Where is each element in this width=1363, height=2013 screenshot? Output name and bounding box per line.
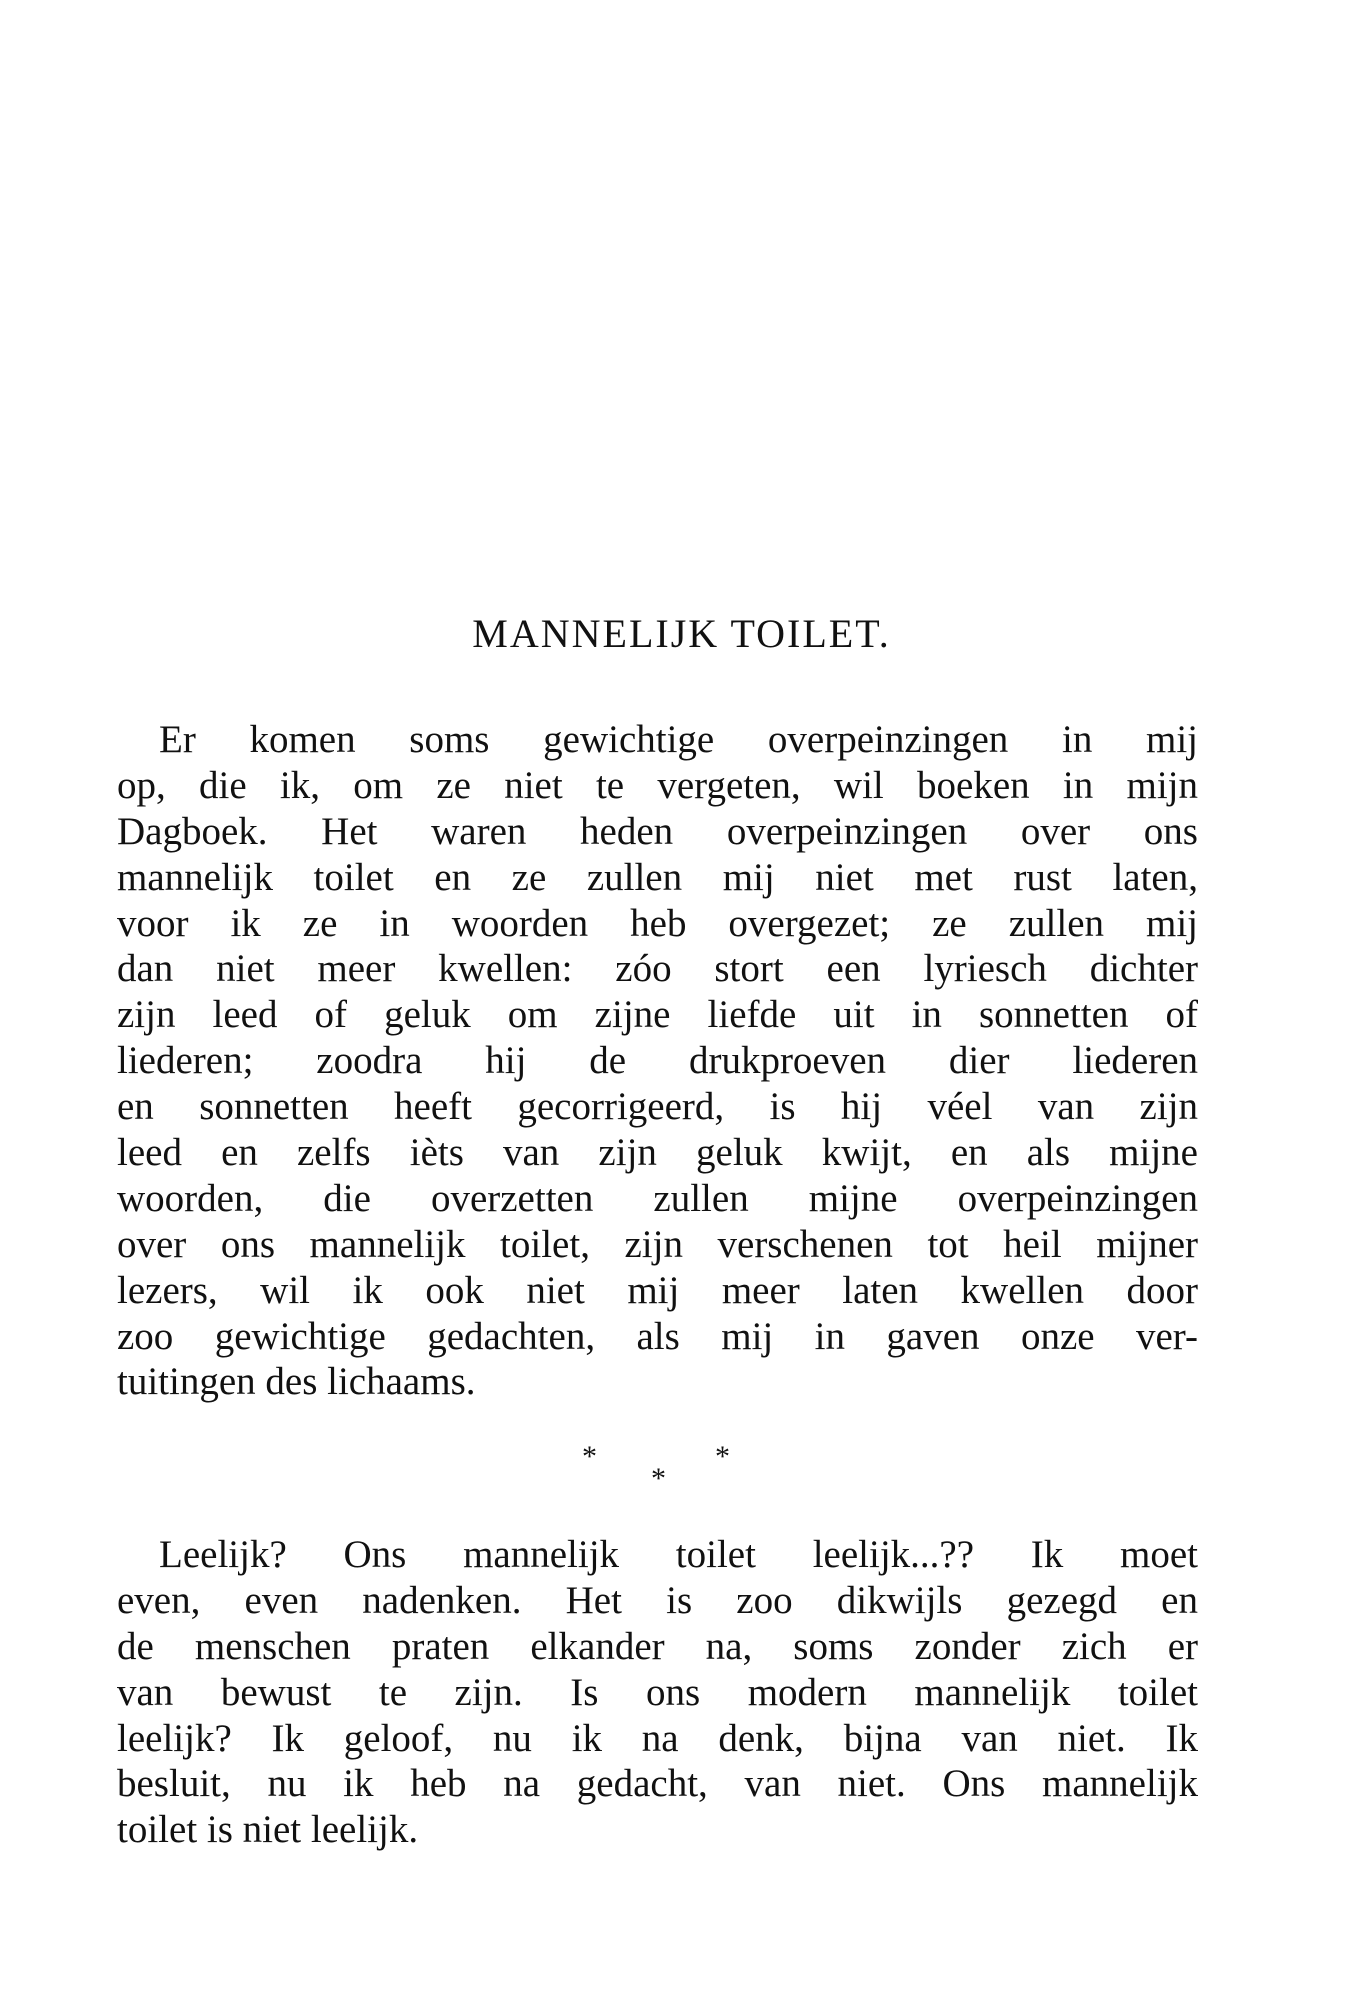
asterisk: * <box>582 1440 597 1473</box>
text-line: dan niet meer kwellen: zóo stort een lyriesch dichter <box>117 947 1198 991</box>
text-line: mannelijk toilet en ze zullen mij niet met rust laten, <box>117 855 1198 899</box>
text-line: Leelijk? Ons mannelijk toilet leelijk...?? Ik moet <box>159 1533 1198 1576</box>
text-line: zoo gewichtige gedachten, als mij in gaven onze ver- <box>117 1314 1198 1358</box>
text-line: woorden, die overzetten zullen mijne overpeinzingen <box>117 1176 1198 1220</box>
text-line: Dagboek. Het waren heden overpeinzingen over ons <box>117 809 1198 853</box>
paragraph-1 <box>117 717 1198 1405</box>
text-line: Er komen soms gewichtige overpeinzingen in mij <box>159 718 1198 761</box>
chapter-title: MANNELIJK TOILET. <box>472 611 891 656</box>
text-line: over ons mannelijk toilet, zijn verschenen tot heil mijner <box>117 1222 1198 1266</box>
text-line: even, even nadenken. Het is zoo dikwijls gezegd en <box>117 1578 1198 1622</box>
text-line: besluit, nu ik heb na gedacht, van niet. Ons mannelijk <box>117 1762 1198 1806</box>
asterisk: * <box>651 1462 666 1495</box>
text-line: van bewust te zijn. Is ons modern mannelijk toilet <box>117 1670 1198 1714</box>
text-line: lezers, wil ik ook niet mij meer laten kwellen door <box>117 1268 1198 1312</box>
text-line: op, die ik, om ze niet te vergeten, wil boeken in mijn <box>117 763 1198 807</box>
text-line: voor ik ze in woorden heb overgezet; ze zullen mij <box>117 901 1198 945</box>
paragraph-2 <box>117 1532 1198 1853</box>
text-line: leelijk? Ik geloof, nu ik na denk, bijna van niet. Ik <box>117 1716 1198 1760</box>
text-line: tuitingen des lichaams. <box>117 1360 476 1404</box>
text-line: en sonnetten heeft gecorrigeerd, is hij véel van zijn <box>117 1085 1198 1129</box>
text-line: liederen; zoodra hij de drukproeven dier liederen <box>117 1039 1198 1083</box>
text-line: leed en zelfs ièts van zijn geluk kwijt, en als mijne <box>117 1131 1198 1175</box>
asterisk: * <box>715 1440 730 1473</box>
text-line: de menschen praten elkander na, soms zonder zich er <box>117 1624 1198 1668</box>
section-separator <box>0 1440 1363 1500</box>
text-line: zijn leed of geluk om zijne liefde uit in sonnetten of <box>117 993 1198 1037</box>
text-line: toilet is niet leelijk. <box>117 1808 419 1852</box>
